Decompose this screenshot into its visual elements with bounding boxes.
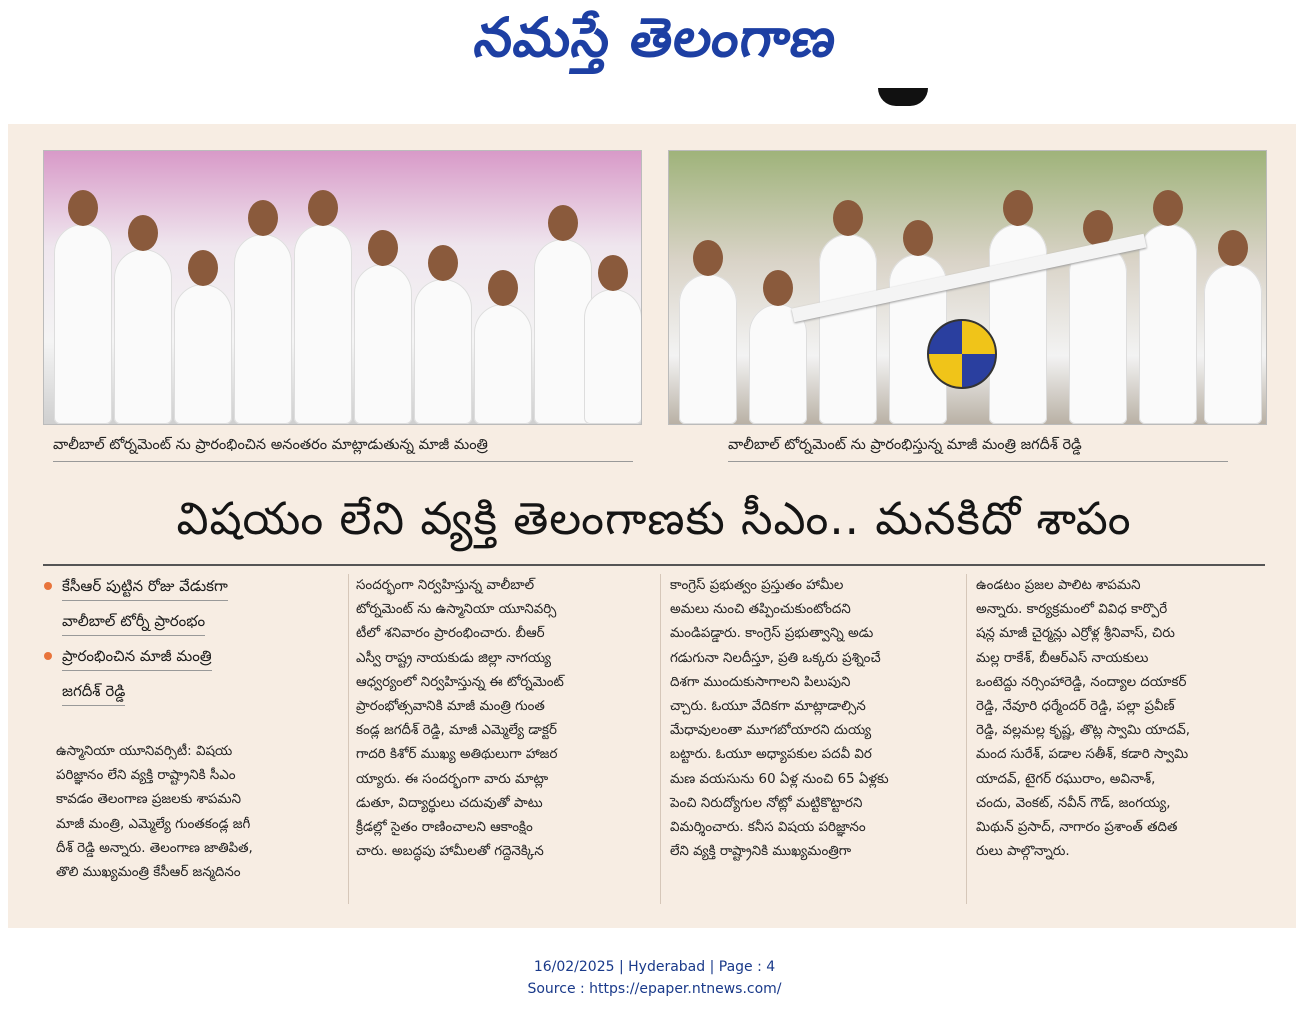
article-column-2	[356, 574, 646, 864]
photo-inauguration	[668, 150, 1267, 425]
article-line: ఎస్వీ రాష్ట్ర నాయకుడు జిల్లా నాగయ్య	[356, 650, 552, 666]
article-line: దిశగా ముందుకుసాగాలని పిలుపుని	[670, 674, 851, 690]
article-line: మణ వయసును 60 ఏళ్ల నుంచి 65 ఏళ్లకు	[670, 771, 889, 787]
article-line: పరిజ్ఞానం లేని వ్యక్తి రాష్ట్రానికి సీఎం	[56, 768, 236, 784]
photo-speech	[43, 150, 642, 425]
article-line: పెంచి నిరుద్యోగుల నోట్లో మట్టికొట్టారని	[670, 795, 863, 811]
person-figure	[819, 234, 877, 424]
volleyball	[927, 319, 997, 389]
column-divider	[966, 574, 967, 904]
column-divider	[348, 574, 349, 904]
article-line: కండ్ల జగదీశ్ రెడ్డి, మాజీ ఎమ్మెల్యే డాక్టర్	[356, 723, 557, 739]
masthead-ornament	[878, 88, 928, 106]
article-line: రెడ్డి, నేవూరి ధర్మేందర్ రెడ్డి, పల్లా ప్రవీణ్	[976, 699, 1175, 715]
article-line: డుతూ, విద్యార్థులు చదువుతో పాటు	[356, 795, 543, 811]
article-line: మేధావులంతా మూగబోయారని దుయ్య	[670, 723, 872, 739]
article-line: ఆధ్వర్యంలో నిర్వహిస్తున్న ఈ టోర్నమెంట్	[356, 674, 564, 690]
person-figure	[584, 289, 642, 424]
highlight-item	[44, 642, 334, 706]
article-line: క్రీడల్లో సైతం రాణించాలని ఆకాంక్షిం	[356, 820, 533, 836]
footer	[0, 956, 1309, 1000]
article-line: మాజీ మంత్రి, ఎమ్మెల్యే గుంతకండ్ల జగీ	[56, 816, 251, 832]
article-column-3	[670, 574, 960, 864]
footer-source-line: Source : https://epaper.ntnews.com/	[527, 981, 782, 997]
column-divider	[660, 574, 661, 904]
highlight-line: వాలీబాల్ టోర్నీ ప్రారంభం	[62, 607, 205, 636]
person-figure	[234, 234, 292, 424]
article-line: రులు పాల్గొన్నారు.	[976, 844, 1070, 860]
article-line: అమలు నుంచి తప్పించుకుంటోందని	[670, 602, 851, 618]
masthead	[0, 0, 1309, 120]
headline: విషయం లేని వ్యక్తి తెలంగాణకు సీఎం.. మనకిదో శాపం	[176, 492, 1132, 545]
person-figure	[294, 224, 352, 424]
person-figure	[174, 284, 232, 424]
footer-date-line: 16/02/2025 | Hyderabad | Page : 4	[533, 959, 776, 975]
person-figure	[1069, 244, 1127, 424]
photo-caption-left: వాలీబాల్ టోర్నమెంట్ ను ప్రారంభించిన అనంతరం మాట్లాడుతున్న మాజీ మంత్రి	[53, 429, 633, 462]
article-line: తొలి ముఖ్యమంత్రి కేసీఆర్ జన్మదినం	[56, 865, 241, 881]
article-line: ఉస్మానియా యూనివర్సిటీ: విషయ	[56, 744, 233, 759]
person-figure	[1204, 264, 1262, 424]
highlights	[44, 572, 334, 712]
article-line: చందు, వెంకట్, నవీన్ గౌడ్, జంగయ్య,	[976, 795, 1171, 811]
article-line: మిథున్ ప్రసాద్, నాగారం ప్రశాంత్ తదిత	[976, 820, 1178, 836]
article-line: బట్టారు. ఓయూ అధ్యాపకుల పదవీ విర	[670, 747, 872, 763]
article-line: మండిపడ్డారు. కాంగ్రెస్ ప్రభుత్వాన్ని అడు	[670, 626, 874, 642]
article-line: గడుగునా నిలదీస్తూ, ప్రతి ఒక్కరు ప్రశ్నించే	[670, 650, 881, 666]
news-clipping	[8, 124, 1296, 928]
highlight-line: జగదీశ్ రెడ్డి	[62, 677, 125, 706]
article-line: టీలో శనివారం ప్రారంభించారు. బీఆర్	[356, 626, 545, 642]
article-line: టోర్నమెంట్ ను ఉస్మానియా యూనివర్సి	[356, 602, 557, 618]
divider	[43, 564, 1265, 566]
article-line: చారు. అబద్ధపు హామీలతో గద్దెనెక్కిన	[356, 844, 544, 860]
highlight-line: ప్రారంభించిన మాజీ మంత్రి	[62, 642, 212, 671]
article-line: సందర్భంగా నిర్వహిస్తున్న వాలీబాల్	[356, 578, 535, 593]
article-line: దీశ్ రెడ్డి అన్నారు. తెలంగాణ జాతిపిత,	[56, 840, 253, 856]
article-line: కావడం తెలంగాణ ప్రజలకు శాపమని	[56, 792, 241, 808]
person-figure	[414, 279, 472, 424]
article-line: షన్ల మాజీ చైర్మన్లు ఎర్రోళ్ల శ్రీనివాస్, చిరు	[976, 626, 1175, 642]
article-line: య్యారు. ఈ సందర్భంగా వారు మాట్లా	[356, 771, 549, 787]
person-figure	[474, 304, 532, 424]
highlight-item	[44, 572, 334, 636]
person-figure	[1139, 224, 1197, 424]
article-line: కాంగ్రెస్ ప్రభుత్వం ప్రస్తుతం హామీల	[670, 578, 844, 593]
article-line: చ్చారు. ఓయూ వేదికగా మాట్లాడాల్సిన	[670, 699, 866, 715]
person-figure	[54, 224, 112, 424]
person-figure	[679, 274, 737, 424]
article-line: ఉండటం ప్రజల పాలిట శాపమని	[976, 578, 1141, 593]
person-figure	[749, 304, 807, 424]
article-line: అన్నారు. కార్యక్రమంలో వివిధ కార్పొరే	[976, 602, 1168, 618]
article-line: గాదరి కిశోర్ ముఖ్య అతిథులుగా హాజర	[356, 747, 558, 763]
article-line: యాదవ్, టైగర్ రఘురాం, అవినాశ్,	[976, 771, 1156, 787]
article-line: ప్రారంభోత్సవానికి మాజీ మంత్రి గుంత	[356, 699, 545, 715]
bullet-icon	[44, 652, 52, 660]
person-figure	[354, 264, 412, 424]
newspaper-logo: నమస్తే తెలంగాణ	[470, 6, 842, 69]
person-figure	[989, 224, 1047, 424]
article-column-4	[976, 574, 1266, 864]
article-line: రెడ్డి, వల్లమల్ల కృష్ణ, తొట్ల స్వామి యాదవ్,	[976, 723, 1191, 739]
article-line: లేని వ్యక్తి రాష్ట్రానికి ముఖ్యమంత్రిగా	[670, 844, 852, 860]
person-figure	[114, 249, 172, 424]
highlight-line: కేసీఆర్ పుట్టిన రోజు వేడుకగా	[62, 572, 228, 601]
article-line: మల్ల రాకేశ్, బీఆర్ఎస్ నాయకులు	[976, 650, 1149, 666]
article-line: విమర్శించారు. కనీస విషయ పరిజ్ఞానం	[670, 820, 866, 836]
article-line: మంద సురేశ్, పడాల సతీశ్, కడారి స్వామి	[976, 747, 1189, 763]
article-column-1	[56, 740, 346, 885]
photo-caption-right: వాలీబాల్ టోర్నమెంట్ ను ప్రారంభిస్తున్న మాజీ మంత్రి జగదీశ్ రెడ్డి	[728, 429, 1228, 462]
article-line: ఒంటెద్దు నర్సింహారెడ్డి, నంద్యాల దయాకర్	[976, 674, 1187, 690]
bullet-icon	[44, 582, 52, 590]
